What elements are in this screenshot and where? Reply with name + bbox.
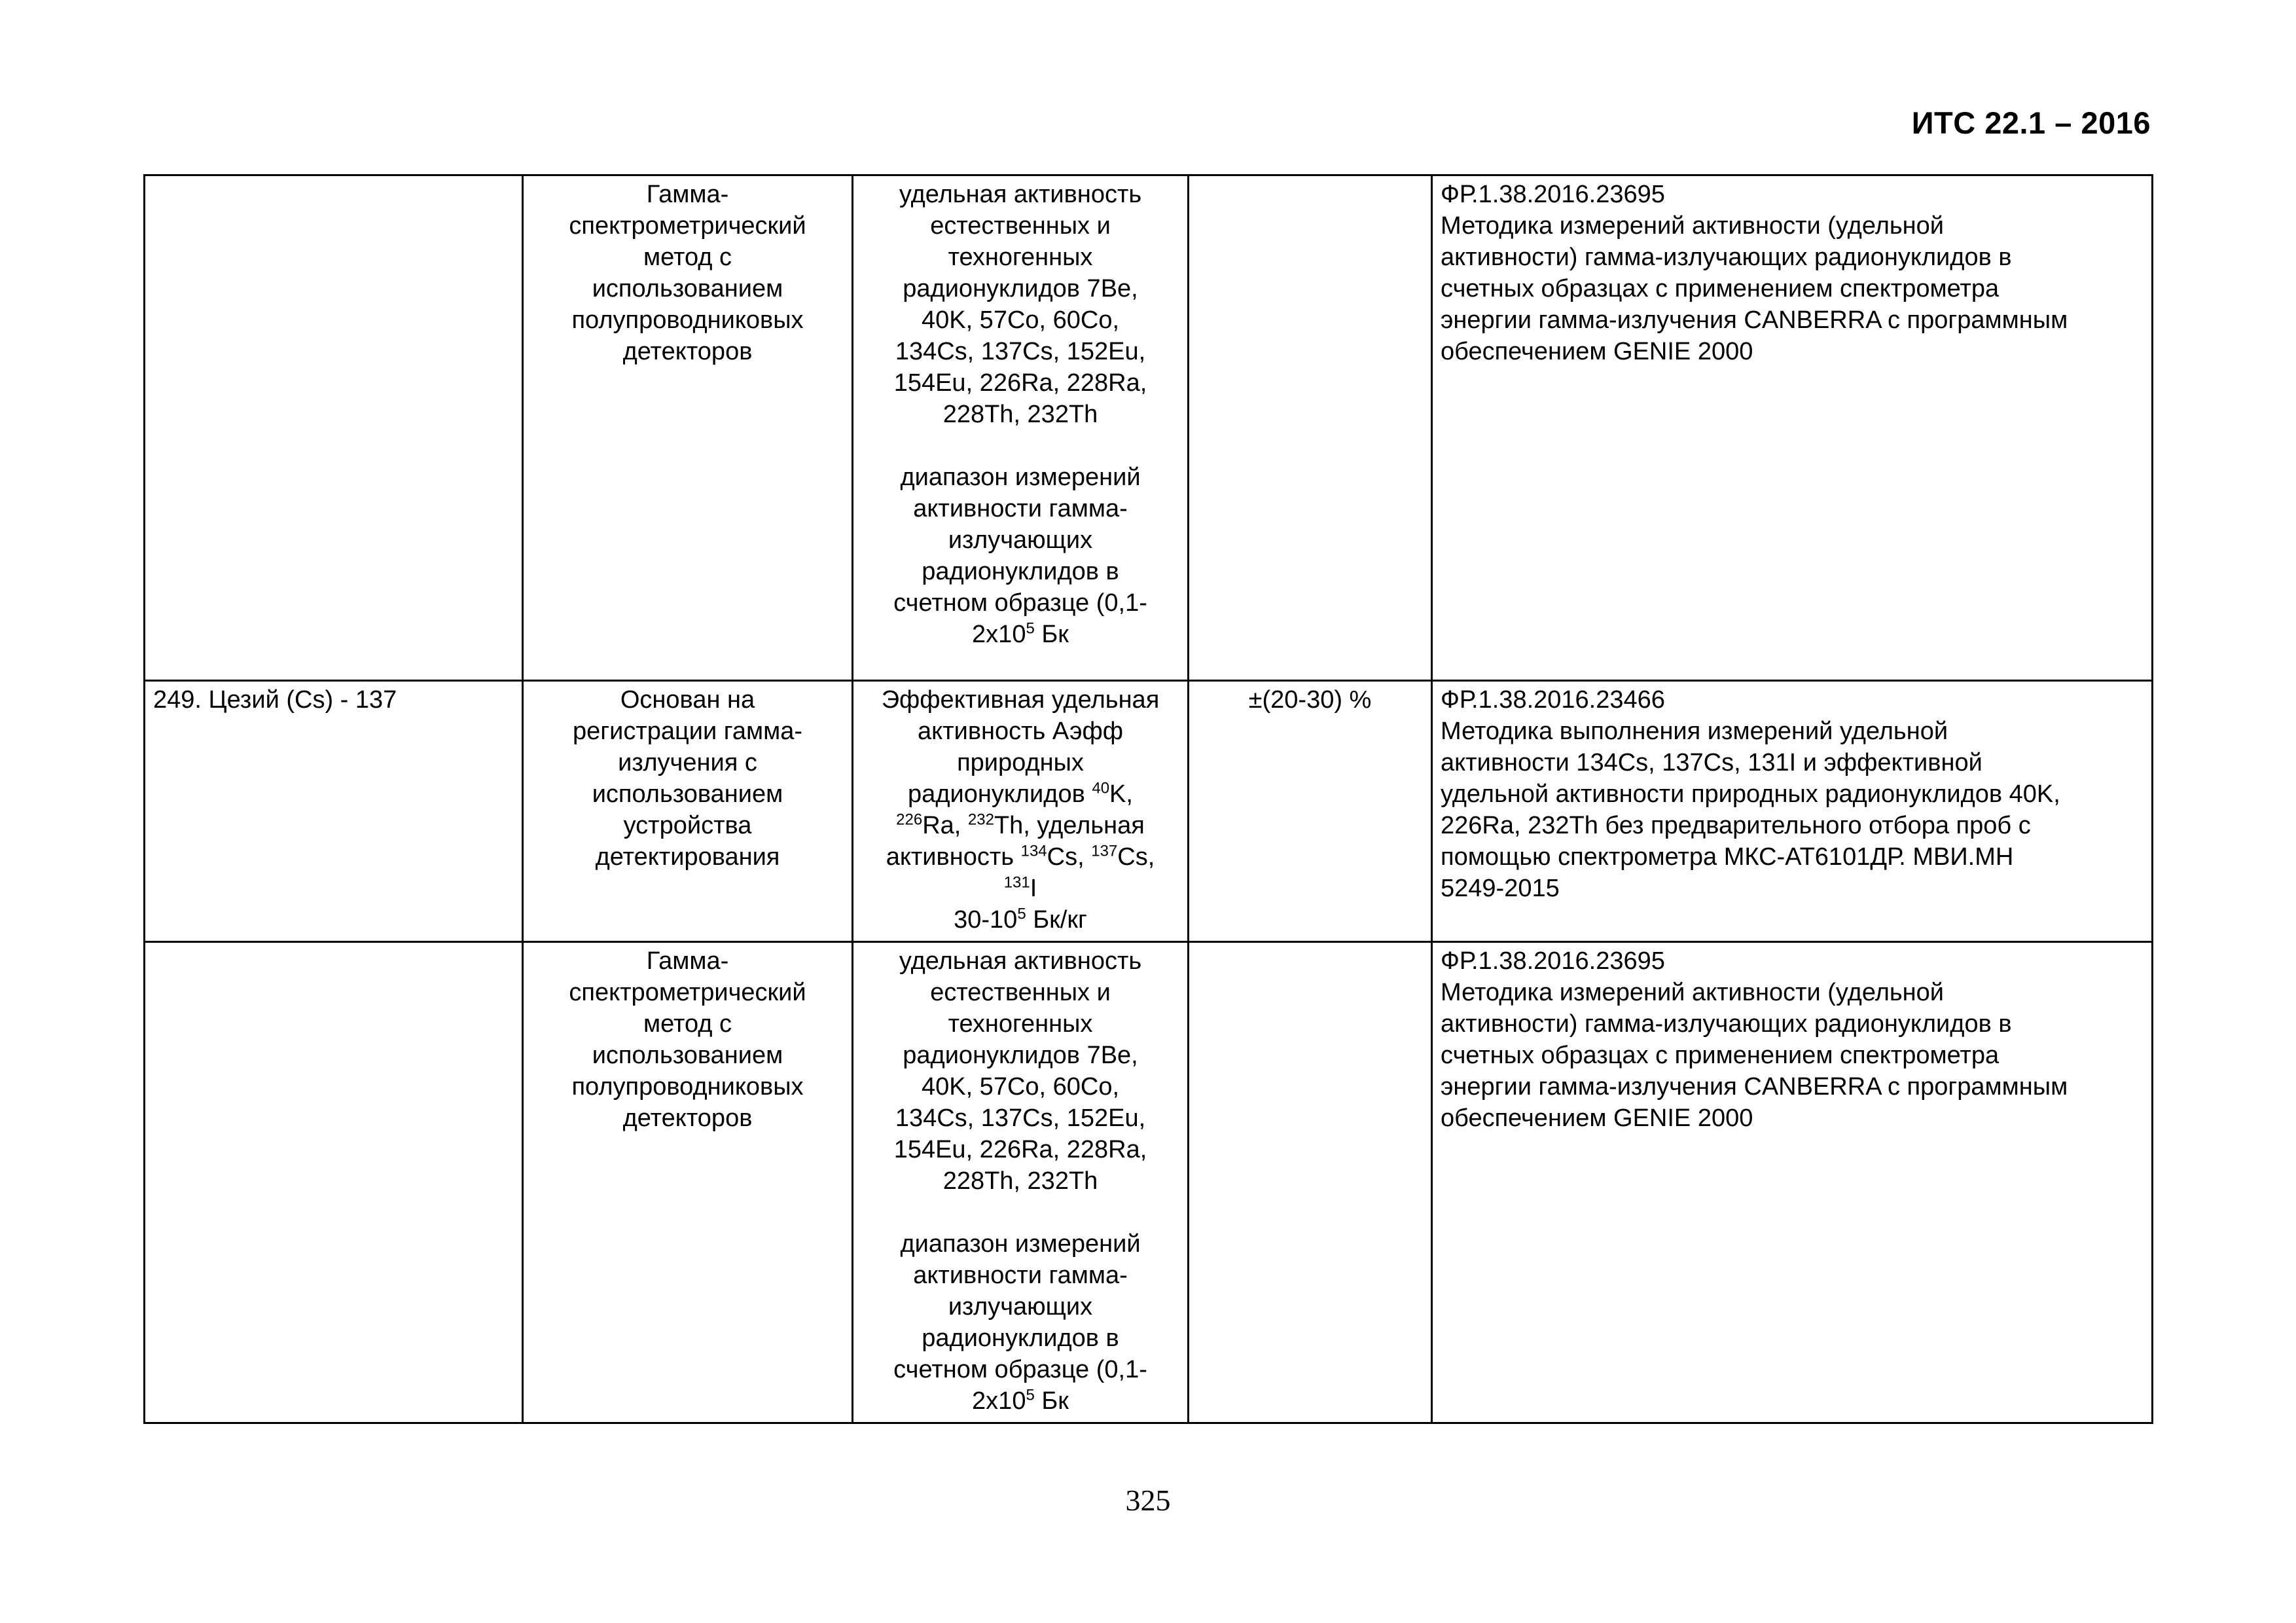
isotope-mass: 40	[1092, 779, 1110, 797]
activity-line	[861, 810, 1179, 841]
accuracy-cell	[1189, 175, 1432, 681]
isotope-mass: 232	[967, 811, 994, 829]
text: K,	[1109, 780, 1133, 808]
table-row	[145, 681, 2153, 942]
method-cell	[523, 681, 853, 942]
component-cell	[145, 942, 523, 1423]
exponent: 5	[1026, 619, 1035, 638]
document-header-title: ИТС 22.1 – 2016	[1911, 105, 2151, 140]
text: Ra,	[922, 812, 968, 839]
text: I	[1030, 875, 1037, 902]
text: 30-10	[954, 906, 1018, 934]
document-code: ФР.1.38.2016.23466	[1441, 686, 1665, 714]
activity-description: удельная активность естественных и техногенных радионуклидов 7Be, 40K, 57Co, 60Co, 134Cs, 137Cs, 152Eu, 154Eu, 226Ra, 228Ra, 228Th, 232Th	[893, 181, 1147, 428]
method-text: Гамма- спектрометрический метод с использованием полупроводниковых детекторов	[569, 947, 806, 1132]
text: радионуклидов	[908, 780, 1092, 808]
range-cell	[853, 942, 1189, 1423]
component-cell: 249. Цезий (Cs) - 137	[145, 681, 523, 942]
activity-line: Эффективная удельная	[881, 686, 1160, 714]
document-code: ФР.1.38.2016.23695	[1441, 947, 1665, 975]
text: Cs,	[1117, 843, 1155, 871]
method-text: Основан на регистрации гамма- излучения с использованием устройства детектирования	[573, 686, 802, 871]
accuracy-cell	[1189, 942, 1432, 1423]
unit: Бк	[1034, 1387, 1069, 1415]
component-cell	[145, 175, 523, 681]
unit: Бк/кг	[1026, 906, 1087, 934]
activity-description: удельная активность естественных и техногенных радионуклидов 7Be, 40K, 57Co, 60Co, 134Cs, 137Cs, 152Eu, 154Eu, 226Ra, 228Ra, 228Th, 232Th	[893, 947, 1147, 1195]
activity-line	[861, 873, 1179, 904]
exponent: 5	[1026, 1386, 1035, 1404]
document-cell	[1432, 942, 2153, 1423]
isotope-mass: 134	[1020, 842, 1047, 860]
method-cell	[523, 175, 853, 681]
document-description: Методика измерений активности (удельной активности) гамма-излучающих радионуклидов в счетных образцах с применением спектрометра энергии гамма-излучения CANBERRA с программным обеспечением GENIE 2000	[1441, 212, 2068, 365]
method-text: Гамма- спектрометрический метод с использованием полупроводниковых детекторов	[569, 181, 806, 365]
activity-line	[861, 841, 1179, 873]
activity-line	[861, 778, 1179, 810]
method-cell	[523, 942, 853, 1423]
text: Cs,	[1047, 843, 1092, 871]
measurement-range: диапазон измерений активности гамма- излучающих радионуклидов в счетном образце (0,1- 2x10	[893, 1230, 1147, 1415]
isotope-mass: 131	[1003, 873, 1030, 892]
unit: Бк	[1034, 621, 1069, 648]
accuracy-cell: ±(20-30) %	[1189, 681, 1432, 942]
document-cell	[1432, 175, 2153, 681]
methods-table	[143, 174, 2153, 1424]
exponent: 5	[1017, 905, 1026, 923]
isotope-mass: 226	[896, 811, 923, 829]
document-description: Методика выполнения измерений удельной активности 134Cs, 137Cs, 131I и эффективной удельной активности природных радионуклидов 40K, 226Ra, 232Th без предварительного отбора проб с помощью спектрометра МКС-АТ6101ДР. МВИ.МН 5249-2015	[1441, 718, 2060, 902]
table-row	[145, 175, 2153, 681]
activity-line: активность Аэфф	[918, 718, 1123, 745]
range-cell	[853, 175, 1189, 681]
measurement-range	[861, 904, 1179, 936]
text: активность	[886, 843, 1021, 871]
document-description: Методика измерений активности (удельной активности) гамма-излучающих радионуклидов в счетных образцах с применением спектрометра энергии гамма-излучения CANBERRA с программным обеспечением GENIE 2000	[1441, 979, 2068, 1132]
text: Th, удельная	[994, 812, 1145, 839]
document-cell	[1432, 681, 2153, 942]
activity-line: природных	[957, 749, 1084, 776]
document-code: ФР.1.38.2016.23695	[1441, 181, 1665, 208]
measurement-range: диапазон измерений активности гамма- излучающих радионуклидов в счетном образце (0,1- 2x10	[893, 464, 1147, 648]
range-cell	[853, 681, 1189, 942]
isotope-mass: 137	[1091, 842, 1118, 860]
table-row	[145, 942, 2153, 1423]
page-number: 325	[1125, 1484, 1171, 1517]
